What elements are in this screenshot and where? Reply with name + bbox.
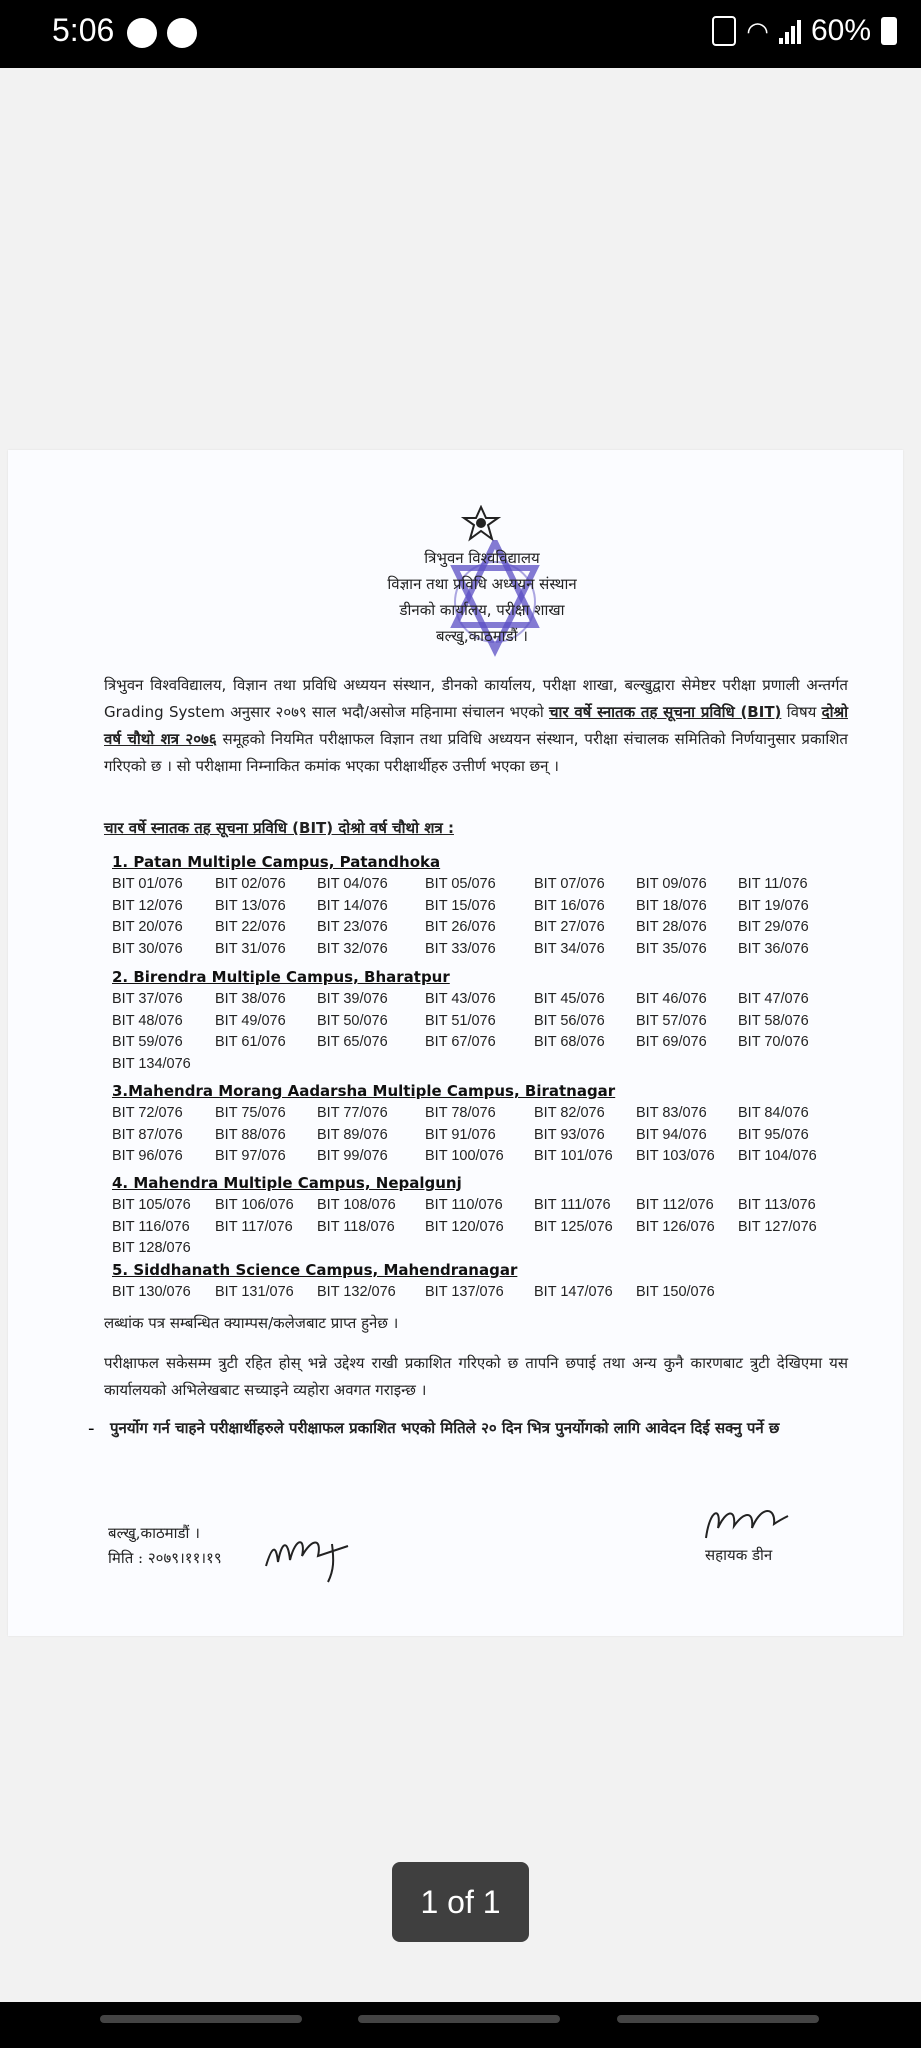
status-right [712,14,897,48]
roll-number: BIT 118/076 [317,1218,395,1235]
roll-number: BIT 70/076 [738,1034,809,1050]
roll-number: BIT 82/076 [534,1105,605,1121]
page-indicator: 1 of 1 [392,1862,529,1942]
roll-number: BIT 117/076 [215,1218,293,1235]
roll-number: BIT 43/076 [425,991,496,1007]
roll-number: BIT 100/076 [425,1148,504,1164]
roll-number: BIT 12/076 [112,897,183,914]
roll-number: BIT 23/076 [317,919,388,935]
status-bar [0,0,921,68]
roll-number: BIT 95/076 [738,1126,809,1143]
roll-number: BIT 104/076 [738,1148,817,1164]
intro-text-3: समूहको नियमित परीक्षाफल विज्ञान तथा प्रविधि अध्ययन संस्थान, परीक्षा संचालक समितिको निर्णयानुसार प्रकाशित गरिएको छ । सो परीक्षामा निम्नाकित कमांक भएका परीक्षार्थीहरु उत्तीर्ण भएका छन् । [104,730,848,775]
account-circle-icon [127,18,157,48]
roll-number: BIT 50/076 [317,1012,388,1029]
roll-number: BIT 113/076 [738,1197,816,1213]
note-retotaling: पुनर्योग गर्न चाहने परीक्षार्थीहरुले परीक्षाफल प्रकाशित भएको मितिले २० दिन भित्र पुनर्योगको लागि आवेदन दिई सक्नु पर्ने छ [110,1419,780,1437]
roll-number: BIT 19/076 [738,897,809,914]
roll-number: BIT 111/076 [534,1197,611,1213]
header-location: बल्खु,काठमाडौं । [436,627,528,645]
roll-number: BIT 91/076 [425,1126,496,1143]
campus-name: 2. Birendra Multiple Campus, Bharatpur [112,968,450,986]
roll-number: BIT 131/076 [215,1284,294,1300]
intro-program: चार वर्षे स्नातक तह सूचना प्रविधि (BIT) [549,703,782,721]
roll-number: BIT 84/076 [738,1105,809,1121]
roll-number: BIT 72/076 [112,1105,183,1121]
roll-number: BIT 04/076 [317,876,388,892]
header-university: त्रिभुवन विश्वविद्यालय [424,549,540,567]
status-time: 5:06 [52,12,115,48]
roll-number: BIT 106/076 [215,1197,294,1213]
campus-name: 4. Mahendra Multiple Campus, Nepalgunj [112,1174,462,1192]
battery-icon [881,17,897,45]
roll-number: BIT 61/076 [215,1034,286,1050]
campus-name: 1. Patan Multiple Campus, Patandhoka [112,853,441,871]
roll-number: BIT 35/076 [636,940,707,957]
roll-number: BIT 125/076 [534,1218,613,1235]
roll-number: BIT 116/076 [112,1218,190,1235]
roll-number: BIT 56/076 [534,1012,605,1029]
intro-text-1: त्रिभुवन विश्वविद्यालय, विज्ञान तथा प्रविधि अध्ययन संस्थान, डीनको कार्यालय, परीक्षा शाखा, बल्खुद्वारा सेमेष्टर परीक्षा प्रणाली अन्तर्गत Grading System अनुसार २०७९ साल भदौ/असोज महिनामा संचालन भएको [104,676,848,721]
roll-number: BIT 48/076 [112,1012,183,1029]
roll-number: BIT 45/076 [534,991,605,1007]
wifi-icon: ◠ [746,15,769,46]
roll-number: BIT 150/076 [636,1284,715,1300]
document-header [300,545,664,649]
signature-right-icon [696,1498,796,1546]
header-institute: विज्ञान तथा प्रविधि अध्ययन संस्थान [387,575,577,593]
intro-text-2: विषय [781,703,822,721]
tu-emblem-icon [460,505,502,543]
roll-number: BIT 130/076 [112,1284,191,1300]
roll-number: BIT 28/076 [636,919,707,935]
intro-paragraph [104,672,848,780]
roll-number: BIT 147/076 [534,1284,613,1300]
roll-number: BIT 29/076 [738,919,809,935]
nav-home-button[interactable] [358,2015,560,2023]
signal-icon [779,18,801,44]
signature-left-icon [262,1526,354,1586]
roll-number: BIT 30/076 [112,940,183,957]
roll-number: BIT 09/076 [636,876,707,892]
roll-number: BIT 59/076 [112,1034,183,1050]
roll-number: BIT 132/076 [317,1284,396,1300]
roll-number: BIT 20/076 [112,919,183,935]
roll-number: BIT 78/076 [425,1105,496,1121]
roll-number: BIT 15/076 [425,897,496,914]
place-line: बल्खु,काठमाडौं । [108,1524,200,1542]
roll-number: BIT 120/076 [425,1218,504,1235]
roll-number: BIT 18/076 [636,897,707,914]
bullet-dash: - [88,1418,95,1439]
roll-number: BIT 26/076 [425,919,496,935]
roll-number: BIT 105/076 [112,1197,191,1213]
designation: सहायक डीन [705,1546,773,1564]
header-office: डीनको कार्यालय, परीक्षा शाखा [399,601,565,619]
roll-number: BIT 65/076 [317,1034,388,1050]
messenger-icon [167,18,197,48]
campus-name: 3.Mahendra Morang Aadarsha Multiple Campus, Biratnagar [112,1082,616,1100]
roll-number: BIT 58/076 [738,1012,809,1029]
roll-number: BIT 94/076 [636,1126,707,1143]
nav-back-button[interactable] [617,2015,819,2023]
section-title: चार वर्षे स्नातक तह सूचना प्रविधि (BIT) दोश्रो वर्ष चौथो शत्र : [104,819,454,837]
roll-number: BIT 88/076 [215,1126,286,1143]
roll-number: BIT 83/076 [636,1105,707,1121]
roll-number: BIT 99/076 [317,1148,388,1164]
roll-number: BIT 36/076 [738,940,809,957]
note-errors: परीक्षाफल सकेसम्म त्रुटी रहित होस् भन्ने उद्देश्य राखी प्रकाशित गरिएको छ तापनि छपाई तथा अन्य कुनै कारणबाट त्रुटी देखिएमा यस कार्यालयको अभिलेखबाट सच्याइने व्यहोरा अवगत गराइन्छ । [104,1354,848,1399]
roll-number: BIT 22/076 [215,919,286,935]
roll-number: BIT 38/076 [215,991,286,1007]
roll-number: BIT 68/076 [534,1034,605,1050]
roll-number: BIT 39/076 [317,991,388,1007]
roll-number: BIT 77/076 [317,1105,388,1121]
roll-number: BIT 49/076 [215,1012,286,1029]
roll-number: BIT 87/076 [112,1126,183,1143]
roll-number: BIT 13/076 [215,897,286,914]
roll-number: BIT 127/076 [738,1218,817,1235]
roll-number: BIT 89/076 [317,1126,388,1143]
roll-number: BIT 02/076 [215,876,286,892]
roll-number: BIT 69/076 [636,1034,707,1050]
roll-number: BIT 01/076 [112,876,183,892]
roll-number: BIT 07/076 [534,876,605,892]
roll-number: BIT 31/076 [215,940,286,957]
date-line: मिति : २०७९।११।१९ [108,1549,222,1567]
roll-number: BIT 16/076 [534,897,605,914]
battery-percent: 60% [810,14,871,47]
roll-number: BIT 103/076 [636,1148,715,1164]
intro-semester: दोश्रो वर्ष चौथो शत्र २०७६ [104,703,848,748]
roll-number: BIT 108/076 [317,1197,396,1213]
roll-number: BIT 96/076 [112,1148,183,1164]
roll-number: BIT 97/076 [215,1148,286,1164]
roll-number: BIT 46/076 [636,991,707,1007]
roll-number: BIT 11/076 [738,876,808,892]
roll-number: BIT 14/076 [317,897,388,914]
roll-number: BIT 27/076 [534,919,605,935]
roll-number: BIT 134/076 [112,1055,191,1072]
note-marksheet: लब्धांक पत्र सम्बन्धित क्याम्पस/कलेजबाट प्राप्त हुनेछ । [104,1314,399,1332]
roll-number: BIT 110/076 [425,1197,503,1213]
roll-number: BIT 34/076 [534,940,605,957]
roll-number: BIT 51/076 [425,1012,496,1029]
roll-number: BIT 128/076 [112,1240,191,1256]
roll-number: BIT 93/076 [534,1126,605,1143]
roll-number: BIT 37/076 [112,991,183,1007]
roll-number: BIT 33/076 [425,940,496,957]
roll-number: BIT 137/076 [425,1284,504,1300]
battery-saver-icon [712,16,736,46]
roll-number: BIT 75/076 [215,1105,286,1121]
roll-number: BIT 32/076 [317,940,388,957]
roll-number: BIT 126/076 [636,1218,715,1235]
roll-number: BIT 05/076 [425,876,496,892]
campus-name: 5. Siddhanath Science Campus, Mahendranagar [112,1261,518,1279]
roll-number: BIT 47/076 [738,991,809,1007]
roll-number: BIT 112/076 [636,1197,714,1213]
roll-number: BIT 67/076 [425,1034,496,1050]
navigation-bar [0,2002,921,2048]
nav-recent-button[interactable] [100,2015,302,2023]
roll-number: BIT 101/076 [534,1148,613,1164]
roll-number: BIT 57/076 [636,1012,707,1029]
